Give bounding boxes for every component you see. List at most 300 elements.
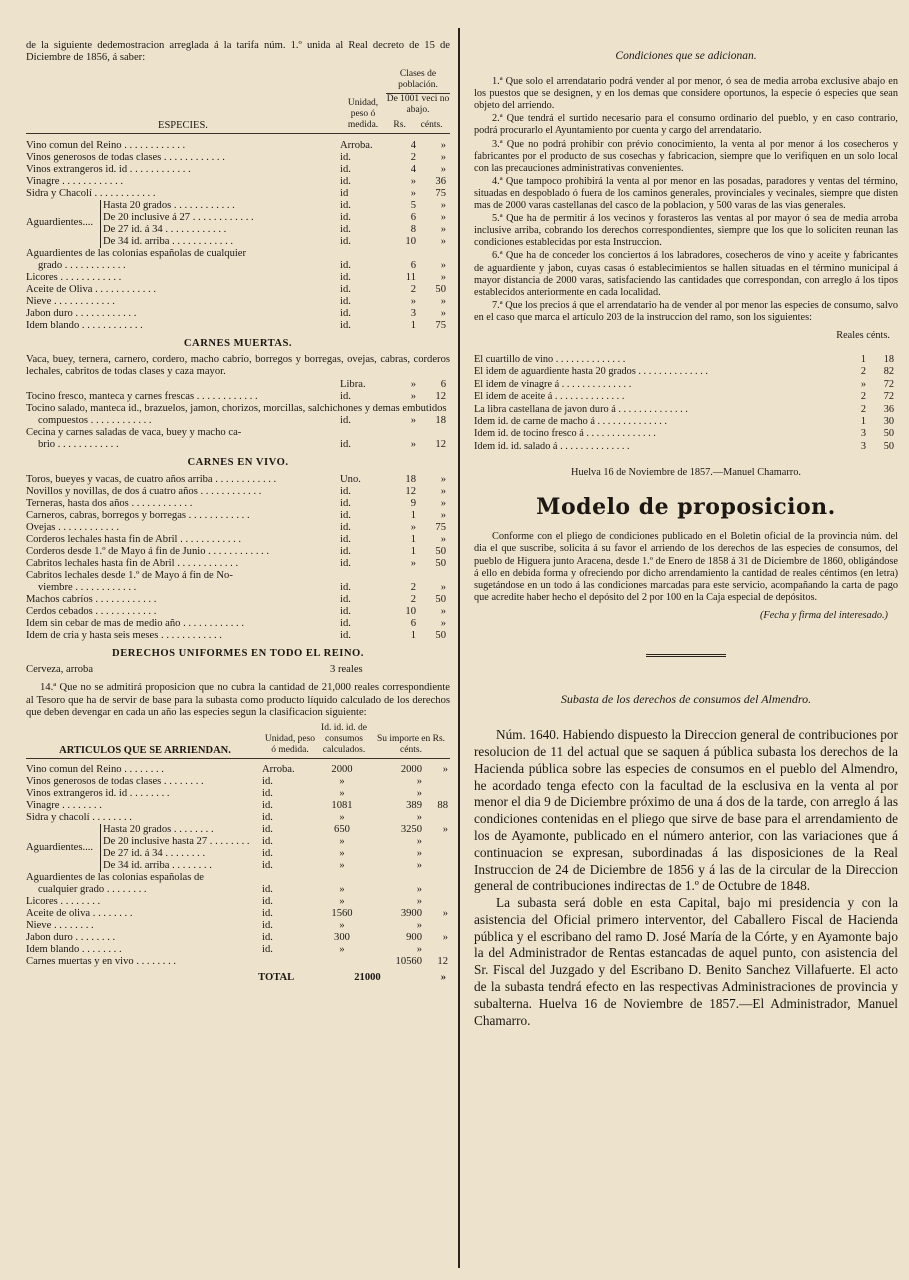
item-reales: 4: [410, 139, 416, 151]
item-cents: 12: [435, 390, 446, 402]
item-unit: id.: [340, 175, 351, 187]
price-row: [474, 441, 898, 453]
t2-aguardientes-label: Aguardientes....: [26, 842, 94, 853]
item-unit: id.: [340, 163, 351, 175]
subasta-paragraph-2: La subasta será doble en esta Capital, bajo mi presidencia y con la asistencia del Oficial primero interventor, del Caballero Fiscal de Hacienda pública y el escribano del ramo D. José María de la Córte, y en Ayamonte bajo la del Administrador de Rentas estancadas de aquel punto, con asistencia del Sr. Fiscal del Juzgado y del Escribano D. Benito Sanchez Villafuerte. El acto de la subasta tendrá efecto en las respectivas Administraciones de provincia y subalterna. Huelva 16 de Noviembre de 1857.—El Administrador, Manuel Chamarro.: [474, 895, 898, 1028]
tocino-salado-text: Tocino salado, manteca id., brazuelos, jamon, chorizos, morcillas, salchichones y demas embutidos: [26, 402, 447, 414]
article-consumo: »: [339, 884, 345, 896]
prices-list: [474, 354, 898, 453]
table-row: [26, 932, 450, 944]
article-importe: »: [416, 896, 422, 908]
item-reales: 18: [405, 473, 416, 485]
item-cents: 75: [435, 187, 446, 199]
item-reales: 2: [410, 151, 416, 163]
article-importe: 389: [406, 800, 422, 812]
species-header: ESPECIES.: [158, 119, 208, 131]
cents-header: cénts.: [420, 119, 443, 130]
item-name: Idem de cria y hasta seis meses . . . . . . . . . . . .: [26, 629, 222, 641]
item-name: Jabon duro . . . . . . . . . . . .: [26, 307, 137, 319]
article-cents: [422, 860, 450, 872]
item-cents: »: [440, 307, 446, 319]
subasta-title: Subasta de los derechos de consumos del Almendro.: [560, 692, 812, 707]
article-importe: »: [416, 848, 422, 860]
table-row: [26, 284, 450, 296]
article-consumo: 1081: [331, 800, 353, 812]
item-name: Ovejas . . . . . . . . . . . .: [26, 521, 119, 533]
article-cents: »: [442, 932, 448, 944]
price-item: Idem id. id. salado á . . . . . . . . . . . . . .: [474, 440, 630, 452]
article-importe: »: [416, 920, 422, 932]
article-name: Hasta 20 grados . . . . . . . .: [103, 824, 214, 836]
article-cents: 88: [437, 800, 448, 812]
item-cents: »: [440, 485, 446, 497]
article-name: Idem blando . . . . . . . .: [26, 944, 122, 956]
table1-rows-b: [26, 260, 450, 332]
item-reales: 4: [410, 163, 416, 175]
clases-title: Clases de población.: [398, 68, 438, 90]
item-unit: id.: [340, 533, 351, 545]
price-reales: 1: [860, 354, 866, 366]
article-consumo: »: [339, 812, 345, 824]
left-column: [26, 40, 450, 985]
price-reales: 1: [860, 416, 866, 428]
separator-rule: [646, 654, 726, 657]
clases-header: [386, 69, 450, 131]
item-unit: id.: [340, 581, 351, 593]
item-cents: »: [440, 151, 446, 163]
item-cents: 6: [440, 378, 446, 390]
condition-item: 3.ª Que no podrá prohibir con prévio conocimiento, la venta al por menor á los cosecheros y fabricantes por el producto de sus cosechas y fabricacion, siempre que lo verifiquen en un solo local con las precauciones administrativas convenientes.: [474, 138, 898, 174]
article-importe: 2000: [400, 764, 422, 776]
aguardientes-label: Aguardientes....: [26, 217, 94, 229]
item-reales: »: [410, 557, 416, 569]
article-consumo: »: [339, 788, 345, 800]
item-unit: id.: [340, 557, 351, 569]
item-reales: 8: [410, 223, 416, 235]
conditions-title: Condiciones que se adicionan.: [615, 50, 757, 62]
item-reales: »: [410, 439, 416, 451]
table2-rows-a: [26, 764, 450, 824]
article-consumo: »: [339, 860, 345, 872]
item-unit: id.: [340, 617, 351, 629]
item-name: brio . . . . . . . . . . . .: [38, 439, 119, 451]
item-unit: id.: [340, 199, 351, 211]
item-reales: 12: [405, 485, 416, 497]
item-name: Vinos extrangeros id. id . . . . . . . . . . . .: [26, 163, 191, 175]
article-unit: id.: [262, 860, 273, 872]
condition-item: 2.ª Que tendrá el surtido necesario para el consumo ordinario del pueblo, y en caso contrario, podrá procurarlo el Ayuntamiento por cuenta y cargo del arrendatario.: [474, 113, 898, 137]
column-divider: [458, 28, 460, 1268]
item-reales: 3: [410, 307, 416, 319]
table-row: [103, 824, 450, 836]
item-unit: id.: [340, 521, 351, 533]
condition-item: 7.ª Que los precios á que el arrendatario ha de vender al por menor las especies de consumo, salvo en el caso que marca el artículo 203 de la instruccion del ramo, son los siguientes:: [474, 299, 898, 323]
item-cents: »: [440, 473, 446, 485]
item-cents: »: [440, 497, 446, 509]
article-importe: »: [416, 836, 422, 848]
article-name: Vinagre . . . . . . . .: [26, 800, 102, 812]
table-row: [26, 956, 450, 968]
article-name: Licores . . . . . . . .: [26, 896, 101, 908]
item-cents: »: [440, 235, 446, 247]
item-name: viembre . . . . . . . . . . . .: [38, 581, 137, 593]
item-name: Corderos desde 1.º de Mayo á fin de Junio . . . . . . . . . . . .: [26, 545, 270, 557]
price-row: [474, 416, 898, 428]
price-cents: 50: [883, 440, 894, 452]
price-reales: 2: [860, 366, 866, 378]
item-reales: 10: [405, 605, 416, 617]
item-name: Vino comun del Reino . . . . . . . . . . . .: [26, 139, 186, 151]
carnes-muertas-rows: [26, 379, 450, 403]
rs-header: Rs.: [393, 119, 406, 130]
importe-header: Su importe en Rs. cénts.: [376, 734, 446, 756]
item-reales: 6: [410, 259, 416, 271]
article-name: Nieve . . . . . . . .: [26, 920, 94, 932]
item-name: Vinagre . . . . . . . . . . . .: [26, 175, 124, 187]
item-unit: id.: [340, 485, 351, 497]
item-reales: 1: [410, 533, 416, 545]
article-cents: »: [442, 824, 448, 836]
modelo-title: Modelo de proposicion.: [536, 494, 836, 521]
article-importe: »: [416, 812, 422, 824]
price-item: El idem de vinagre á . . . . . . . . . . . . . .: [474, 378, 632, 390]
item-name: Tocino fresco, manteca y carnes frescas . . . . . . . . . . . .: [26, 390, 258, 402]
price-cents: 50: [883, 428, 894, 440]
article-name: Sidra y chacolí . . . . . . . .: [26, 812, 132, 824]
table-row: [26, 510, 450, 522]
article-unit: Arroba.: [262, 764, 295, 776]
item-cents: »: [440, 271, 446, 283]
condition-item: 5.ª Que ha de permitir á los vecinos y forasteros las ventas al por mayor ó sea de media arroba inclusive arriba, cobrando los derechos correspondientes, siempre que los que lo soliciten reunan las condiciones establecidas por esta Instruccion.: [474, 213, 898, 249]
item-cents: »: [440, 617, 446, 629]
cerveza-value: 3 reales: [330, 664, 363, 676]
table1-rows-a: [26, 140, 450, 200]
article-cents: [422, 836, 450, 848]
condition-item: 1.ª Que solo el arrendatario podrá vender al por menor, ó sea de media arroba exclusive abajo en los puestos que se designen, y en los demas que considere oportunos, la especie ó especies que sean objeto del arriendo.: [474, 76, 898, 112]
item-reales: »: [410, 295, 416, 307]
item-unit: id.: [340, 283, 351, 295]
item-unit: id.: [340, 545, 351, 557]
table-row: [26, 164, 450, 176]
item-unit: Libra.: [340, 378, 366, 390]
carnes-muertas-title: CARNES MUERTAS.: [183, 337, 293, 349]
article-importe: »: [416, 944, 422, 956]
table-row: [103, 860, 450, 872]
article-importe: 3250: [400, 824, 422, 836]
table-row: [26, 788, 450, 800]
price-row: [474, 366, 898, 378]
article-consumo: »: [339, 836, 345, 848]
modelo-text: Conforme con el pliego de condiciones publicado en el Boletin oficial de la provincia núm. del dia el que suscribe, solicita á su favor el arriendo de los derechos de las especies de consumos, del pueblo de Higuera junto Aracena, desde 1.º de Enero de 1858 á 31 de Diciembre de 1860, obligándose á ello en debida forma y ofreciendo por dicho arrendamiento la cantidad de reales céntimos (en letra) sugetándose en un todo á las condiciones marcadas para este servicio, acompañando la carta de pago que acredite haber hecho el depósito del 2 por 100 en la Caja especial de depósitos.: [474, 531, 898, 603]
article-unit: id.: [262, 896, 273, 908]
table-row: [26, 391, 450, 403]
item-cents: »: [440, 211, 446, 223]
article-name: De 34 id. arriba . . . . . . . .: [103, 860, 212, 872]
item-unit: id.: [340, 307, 351, 319]
item-reales: 6: [410, 617, 416, 629]
clases-sub: De 1001 veci no abajo.: [386, 93, 450, 115]
article-importe: 3900: [400, 908, 422, 920]
table-row: [26, 606, 450, 618]
article-importe: 10560: [395, 956, 422, 968]
price-cents: 82: [883, 366, 894, 378]
article-cents: [422, 944, 450, 956]
item-reales: 10: [405, 235, 416, 247]
item-reales: 6: [410, 211, 416, 223]
article-consumo: »: [339, 920, 345, 932]
price-reales: »: [860, 378, 866, 390]
table-row: [26, 896, 450, 908]
item-unit: id.: [340, 151, 351, 163]
table-row: [26, 415, 450, 427]
item-name: Cerdos cebados . . . . . . . . . . . .: [26, 605, 157, 617]
item-name: Corderos lechales hasta fin de Abril . . . . . . . . . . . .: [26, 533, 242, 545]
item-name: Vinos generosos de todas clases . . . . . . . . . . . .: [26, 151, 225, 163]
article-consumo: 2000: [331, 764, 353, 776]
cabritos-mayo-text: Cabritos lechales desde 1.º de Mayo á fin de No-: [26, 569, 233, 581]
article-unit: id.: [262, 788, 273, 800]
table-row: [103, 212, 450, 224]
t2-colonias-line: Aguardientes de las colonias españolas de: [26, 872, 204, 884]
article-unit: [262, 956, 314, 968]
table-row: [26, 140, 450, 152]
item-reales: »: [410, 390, 416, 402]
article-name: Vinos generosos de todas clases . . . . . . . .: [26, 776, 204, 788]
article-consumo: 1560: [331, 908, 353, 920]
item-unit: Arroba.: [340, 139, 373, 151]
item-unit: id: [340, 187, 349, 199]
signature-1: Huelva 16 de Noviembre de 1857.—Manuel Chamarro.: [571, 467, 801, 479]
table-row: [26, 546, 450, 558]
item-cents: 75: [435, 319, 446, 331]
article-unit: id.: [262, 812, 273, 824]
item-unit: id.: [340, 629, 351, 641]
item-name: Licores . . . . . . . . . . . .: [26, 271, 122, 283]
price-item: El idem de aceite á . . . . . . . . . . . . . .: [474, 391, 625, 403]
item-cents: 50: [435, 545, 446, 557]
cecina-text: Cecina y carnes saladas de vaca, buey y macho ca-: [26, 427, 242, 439]
article-cents: 12: [437, 956, 448, 968]
item-name: Terneras, hasta dos años . . . . . . . . . . . .: [26, 497, 193, 509]
price-item: Idem id. de tocino fresco á . . . . . . . . . . . . . .: [474, 428, 656, 440]
article-unit: id.: [262, 944, 273, 956]
conditions-list: [474, 76, 898, 324]
item-name: De 20 inclusive á 27 . . . . . . . . . . . .: [103, 211, 254, 223]
table-row: [103, 200, 450, 212]
article-consumo: »: [339, 896, 345, 908]
price-row: [474, 379, 898, 391]
item-cents: »: [440, 139, 446, 151]
article-cents: [422, 884, 450, 896]
article-name: Jabon duro . . . . . . . .: [26, 932, 116, 944]
item-cents: »: [440, 295, 446, 307]
clause-14: 14.ª Que no se admitirá proposicion que no cubra la cantidad de 21,000 reales correspondiente al Tesoro que ha de servir de base para la subasta como producto líquido calculado de los derechos que deben devengar en cada un año las especies segun la clasificacion siguiente:: [26, 682, 450, 718]
price-item: El idem de aguardiente hasta 20 grados . . . . . . . . . . . . . .: [474, 366, 708, 378]
item-cents: »: [440, 509, 446, 521]
intro-text: de la siguiente dedemostracion arreglada á la tarifa núm. 1.º unida al Real decreto de 15 de Diciembre de 1856, á saber:: [26, 40, 450, 64]
item-reales: 1: [410, 629, 416, 641]
consumo-header: Id. id. id. de consumos calculados.: [321, 723, 367, 756]
item-reales: 5: [410, 199, 416, 211]
item-unit: id.: [340, 223, 351, 235]
colonias-line: Aguardientes de las colonias españolas de cualquier: [26, 247, 247, 259]
price-row: [474, 354, 898, 366]
total-row: [26, 972, 450, 984]
price-cents: 72: [883, 391, 894, 403]
carnes-vivo-rows-2: [26, 582, 450, 642]
table-row: [26, 812, 450, 824]
item-unit: id.: [340, 319, 351, 331]
item-cents: »: [440, 605, 446, 617]
t2-aguardientes-group: [26, 824, 450, 872]
item-unit: id.: [340, 295, 351, 307]
item-reales: »: [410, 175, 416, 187]
item-unit: id.: [340, 211, 351, 223]
item-cents: 18: [435, 415, 446, 427]
price-cents: 36: [883, 403, 894, 415]
table-row: [26, 594, 450, 606]
article-name: De 27 id. á 34 . . . . . . . .: [103, 848, 206, 860]
item-unit: id.: [340, 415, 351, 427]
article-name: Aceite de oliva . . . . . . . .: [26, 908, 133, 920]
item-cents: 50: [435, 557, 446, 569]
item-unit: id.: [340, 235, 351, 247]
article-cents: »: [442, 764, 448, 776]
item-reales: »: [410, 187, 416, 199]
articles-header: ARTICULOS QUE SE ARRIENDAN.: [59, 745, 231, 757]
table-row: [26, 800, 450, 812]
fecha-firma: (Fecha y firma del interesado.): [759, 609, 888, 621]
article-unit: id.: [262, 908, 273, 920]
prices-header: Reales cénts.: [836, 329, 890, 341]
article-cents: [422, 776, 450, 788]
item-name: grado . . . . . . . . . . . .: [38, 259, 126, 271]
table-row: [26, 439, 450, 451]
table-row: [26, 618, 450, 630]
item-unit: id.: [340, 509, 351, 521]
article-unit: id.: [262, 800, 273, 812]
item-reales: 1: [410, 545, 416, 557]
table2-header: [26, 723, 450, 759]
table2-rows-b: [26, 884, 450, 968]
item-reales: »: [410, 378, 416, 390]
item-cents: »: [440, 163, 446, 175]
price-item: Idem id. de carne de macho á . . . . . . . . . . . . . .: [474, 416, 668, 428]
article-consumo: »: [339, 944, 345, 956]
table-row: [103, 224, 450, 236]
table-row: [26, 308, 450, 320]
item-name: Carneros, cabras, borregos y borregas . . . . . . . . . . . .: [26, 509, 250, 521]
article-cents: »: [442, 908, 448, 920]
table1-header: [26, 69, 450, 134]
article-importe: »: [416, 776, 422, 788]
table-row: [26, 320, 450, 332]
carnes-muertas-rows-2: [26, 415, 450, 427]
article-unit: id.: [262, 848, 273, 860]
price-row: [474, 404, 898, 416]
item-cents: 50: [435, 629, 446, 641]
table-row: [26, 498, 450, 510]
article-unit: id.: [262, 884, 273, 896]
article-name: De 20 inclusive hasta 27 . . . . . . . .: [103, 836, 250, 848]
item-name: Idem blando . . . . . . . . . . . .: [26, 319, 143, 331]
price-reales: 3: [860, 440, 866, 452]
total-cents: »: [440, 972, 446, 984]
table-row: [26, 630, 450, 642]
item-cents: »: [440, 199, 446, 211]
condition-item: 4.ª Que tampoco prohibirá la venta al por menor en las posadas, paradores y ventas del término, situadas en despoblado ó fuera de los caminos generales, provinciales y vecinales, siempre que disten mas de 2000 varas castellanas del casco de la poblacion, y 500 varas de las vias generales.: [474, 175, 898, 212]
table-row: [26, 558, 450, 570]
item-name: Sidra y Chacolí . . . . . . . . . . . .: [26, 187, 156, 199]
item-cents: »: [440, 581, 446, 593]
item-unit: id.: [340, 439, 351, 451]
price-cents: 18: [883, 354, 894, 366]
article-unit: id.: [262, 776, 273, 788]
item-name: Cabritos lechales hasta fin de Abril . . . . . . . . . . . .: [26, 557, 239, 569]
article-consumo: 650: [334, 824, 350, 836]
item-cents: »: [440, 223, 446, 235]
item-name: Novillos y novillas, de dos á cuatro años . . . . . . . . . . . .: [26, 485, 262, 497]
item-unit: id.: [340, 271, 351, 283]
t2-aguardientes-rows: [100, 824, 450, 872]
item-reales: 2: [410, 593, 416, 605]
item-name: Idem sin cebar de mas de medio año . . . . . . . . . . . .: [26, 617, 244, 629]
table-row: [26, 764, 450, 776]
subasta-paragraph-1: Núm. 1640. Habiendo dispuesto la Direccion general de contribuciones por resolucion de 11 del actual que se saquen á pública subasta los derechos de la Hacienda pública sobre las especies de consumos en el pueblo del Almendro, he acordado tenga efecto con la facultad de la esclusiva en la venta al por menor el dia 9 de Diciembre próximo de una á dos de la tarde, con arreglo á las condiciones contenidas en el pliego que sirve de base para el arrendamiento de los de Ayamonte, publicado en el número anterior, con las variaciones que á continuacion se expresan, subordinadas á las disposiciones de la Real Instruccion de 24 de Diciembre de 1856 y á las de la circular de la Direccion general de contribuciones indirectas de 1.º de Octubre de 1848.: [474, 727, 898, 894]
price-cents: 72: [883, 378, 894, 390]
price-reales: 2: [860, 391, 866, 403]
aguardientes-rows: [100, 200, 450, 248]
table-row: [26, 522, 450, 534]
article-cents: [422, 788, 450, 800]
price-item: La libra castellana de javon duro á . . . . . . . . . . . . . .: [474, 403, 688, 415]
item-name: De 34 id. arriba . . . . . . . . . . . .: [103, 235, 234, 247]
item-unit: id.: [340, 593, 351, 605]
carnes-muertas-rows-3: [26, 439, 450, 451]
item-name: Machos cabríos . . . . . . . . . . . .: [26, 593, 157, 605]
item-reales: »: [410, 521, 416, 533]
item-unit: id.: [340, 605, 351, 617]
item-reales: 1: [410, 509, 416, 521]
right-column: [474, 50, 898, 1029]
item-cents: 50: [435, 593, 446, 605]
table-row: [26, 260, 450, 272]
item-unit: id.: [340, 259, 351, 271]
article-cents: [422, 848, 450, 860]
article-name: Vino comun del Reino . . . . . . . .: [26, 764, 164, 776]
table-row: [26, 486, 450, 498]
price-reales: 2: [860, 403, 866, 415]
table-row: [103, 848, 450, 860]
item-cents: 75: [435, 521, 446, 533]
article-name: Vinos extrangeros id. id . . . . . . . .: [26, 788, 170, 800]
article-unit: id.: [262, 836, 273, 848]
article-name: Carnes muertas y en vivo . . . . . . . .: [26, 956, 177, 968]
item-name: Aceite de Oliva . . . . . . . . . . . .: [26, 283, 157, 295]
unit2-header: Unidad, peso ó medida.: [264, 734, 316, 756]
table-row: [26, 920, 450, 932]
table-row: [103, 836, 450, 848]
item-cents: 36: [435, 175, 446, 187]
item-cents: »: [440, 533, 446, 545]
article-unit: id.: [262, 824, 273, 836]
table-row: [26, 296, 450, 308]
item-reales: 11: [405, 271, 416, 283]
article-importe: »: [416, 788, 422, 800]
price-row: [474, 428, 898, 440]
table-row: [26, 582, 450, 594]
table-row: [26, 176, 450, 188]
